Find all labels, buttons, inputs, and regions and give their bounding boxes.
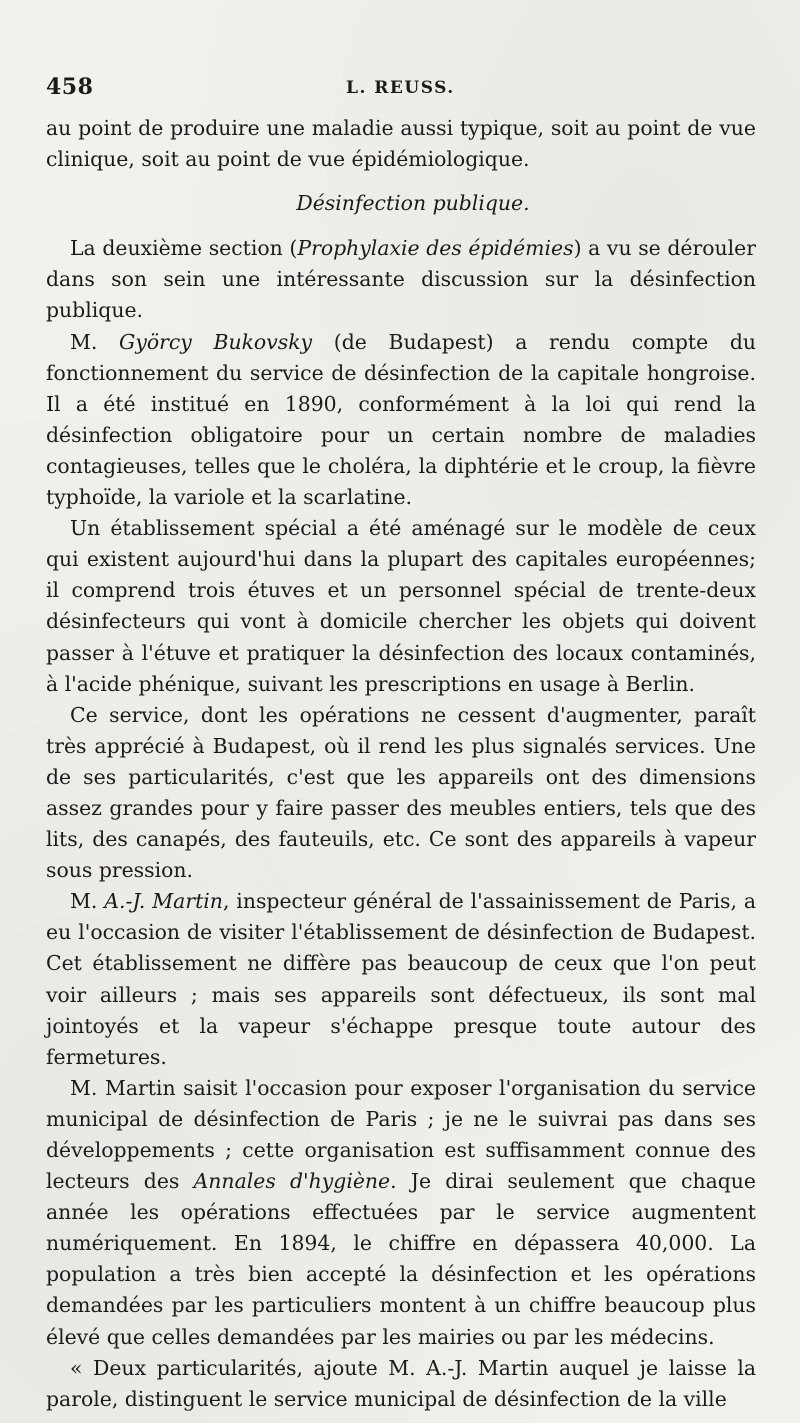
text-run: ) a vu se dérouler dans son sein une intéressante discussion sur la désinfection publique. <box>46 236 756 323</box>
paragraph-quotation: « Deux particularités, ajoute M. A.-J. Martin auquel je laisse la parole, distinguent le service municipal de désinfection de la ville <box>46 1355 756 1411</box>
italic-run: Györcy Bukovsky <box>119 329 313 354</box>
text-run: (de Budapest) a rendu compte du fonctionnement du service de désinfection de la capitale hongroise. Il a été institué en 1890, conformément à la loi qui rend la désinfection obligatoire pour un certain nombre de maladies contagieuses, telles que le choléra, la diphtérie et le croup, la fièvre typhoïde, la variole et la scarlatine. <box>46 329 756 510</box>
body-text <box>46 113 756 1415</box>
text-run: La deuxième section ( <box>70 236 298 261</box>
running-header <box>46 74 756 104</box>
italic-run: Prophylaxie des épidémies <box>297 236 574 261</box>
text-run: . Je dirai seulement que chaque année les opérations effectuées par le service augmentent numériquement. En 1894, le chiffre en dépassera 40,000. La population a très bien accepté la désinfection et les opérations demandées par les particuliers montent à un chiffre beaucoup plus élevé que celles demandées par les mairies ou par les médecins. <box>46 1169 756 1349</box>
section-heading: Désinfection publique. <box>296 191 530 216</box>
paragraph-continuation: au point de produire une maladie aussi typique, soit au point de vue clinique, soit au point de vue épidémiologique. <box>46 116 756 172</box>
text-run: , inspecteur général de l'assainissement de Paris, a eu l'occasion de visiter l'établissement de désinfection de Budapest. Cet établissement ne diffère pas beaucoup de ceux que l'on peut voir ailleurs ; mais ses appareils sont défectueux, ils sont mal jointoyés et la vapeur s'échappe presque toute autour des fermetures. <box>46 889 756 1069</box>
paragraph-service: Ce service, dont les opérations ne cessent d'augmenter, paraît très apprécié à Budapest, où il rend les plus signalés services. Une de ses particularités, c'est que les appareils ont des dimensions assez grandes pour y faire passer des meubles entiers, tels que des lits, des canapés, des fauteuils, etc. Ce sont des appareils à vapeur sous pression. <box>46 702 756 883</box>
text-run: M. Martin saisit l'occasion pour exposer l'organisation du service municipal de désinfection de Paris ; je ne le suivrai pas dans ses développements ; cette organisation est suffisamment connue des lecteurs des <box>46 1075 756 1194</box>
text-run: M. <box>70 329 120 354</box>
paragraph-section-intro <box>46 233 756 326</box>
text-run: M. <box>70 889 105 914</box>
paragraph-bukovsky <box>46 327 756 514</box>
running-title: L. REUSS. <box>346 78 455 98</box>
paragraph-organisation <box>46 1073 756 1353</box>
paragraph-etablissement: Un établissement spécial a été aménagé sur le modèle de ceux qui existent aujourd'hui dans la plupart des capitales européennes; il comprend trois étuves et un personnel spécial de trente-deux désinfecteurs qui vont à domicile chercher les objets qui doivent passer à l'étuve et pratiquer la désinfection des locaux contaminés, à l'acide phénique, suivant les prescriptions en usage à Berlin. <box>46 516 756 696</box>
paragraph-martin <box>46 886 756 1073</box>
italic-run: Annales d'hygiène <box>193 1169 391 1194</box>
page-number: 458 <box>46 74 94 100</box>
italic-run: A.-J. Martin <box>104 889 223 914</box>
